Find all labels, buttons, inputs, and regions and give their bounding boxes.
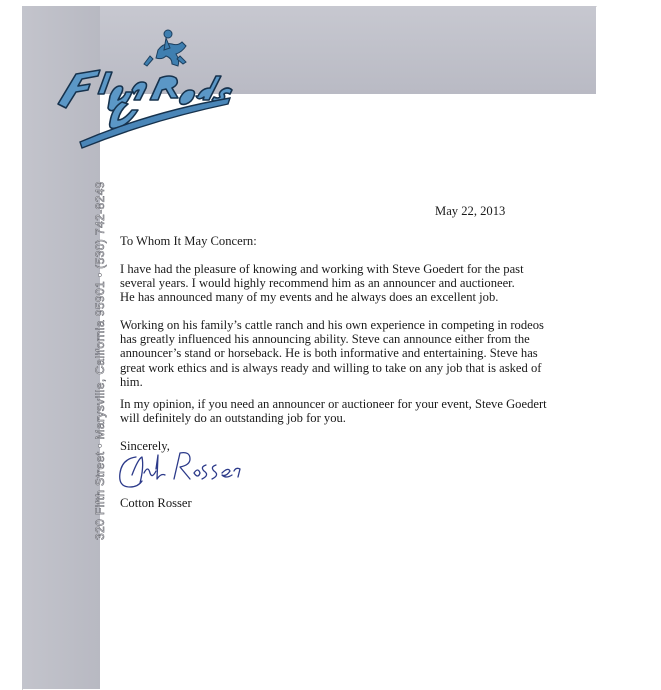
paragraph-line: has greatly influenced his announcing ability. Steve can announce either from the xyxy=(120,332,530,347)
signer-name: Cotton Rosser xyxy=(120,496,192,510)
paragraph-line: great work ethics and is always ready and willing to take on any job that is asked of xyxy=(120,360,542,375)
flying-u-rodeo-logo xyxy=(40,20,240,170)
letter-paragraph-2 xyxy=(120,318,544,389)
letterhead-address: 320 Fifth Street • Marysville, California 95901 • (530) 742-8249 xyxy=(93,181,107,540)
handwritten-signature xyxy=(114,449,244,493)
paragraph-line: He has announced many of my events and he always does an excellent job. xyxy=(120,290,499,305)
paragraph-line: will definitely do an outstanding job for you. xyxy=(120,411,346,426)
paragraph-line: him. xyxy=(120,374,143,389)
paragraph-line: announcer’s stand or horseback. He is both informative and entertaining. Steve has xyxy=(120,346,538,361)
letter-paragraph-1 xyxy=(120,262,540,305)
paragraph-line: I have had the pleasure of knowing and working with Steve Goedert for the past xyxy=(120,262,524,276)
paragraph-line: In my opinion, if you need an announcer or auctioneer for your event, Steve Goedert xyxy=(120,397,547,411)
letter-date: May 22, 2013 xyxy=(435,204,506,218)
letter-closing: Sincerely, xyxy=(120,439,170,453)
letter-salutation: To Whom It May Concern: xyxy=(120,234,257,248)
letter-paragraph-3 xyxy=(120,397,547,426)
paragraph-line: Working on his family’s cattle ranch and his own experience in competing in rodeos xyxy=(120,318,544,332)
paragraph-line: several years. I would highly recommend him as an announcer and auctioneer. xyxy=(120,276,515,291)
